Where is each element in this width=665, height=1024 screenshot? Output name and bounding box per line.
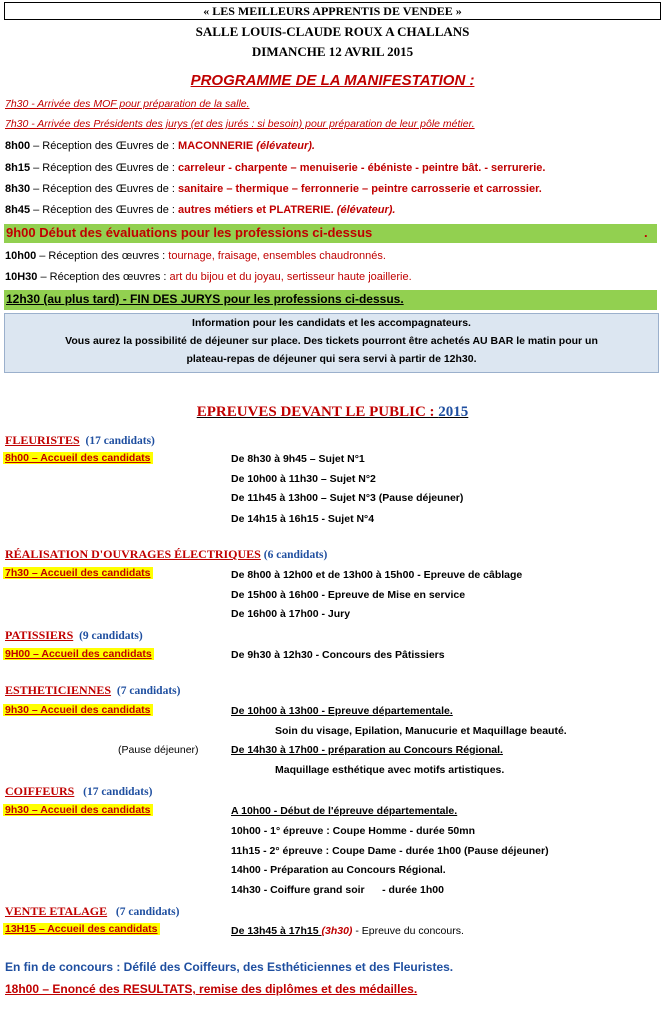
fleuristes-sujet-4: De 14h15 à 16h15 - Sujet N°4 — [231, 513, 375, 525]
programme-line-10h00: 10h00 – Réception des œuvres : tournage, fraisage, ensembles chaudronnés. — [5, 250, 386, 262]
vente-header: VENTE ETALAGE (7 candidats) — [5, 904, 180, 918]
patissiers-step-1: De 9h30 à 12h30 - Concours des Pâtissiers — [231, 649, 445, 661]
estheticiennes-step-4: Maquillage esthétique avec motifs artistiques. — [275, 764, 505, 776]
info-box — [4, 313, 659, 373]
info-line-1: Information pour les candidats et les accompagnateurs. — [192, 317, 471, 329]
epreuves-title: EPREUVES DEVANT LE PUBLIC : 2015 — [196, 404, 469, 420]
results-line: 18h00 – Enoncé des RESULTATS, remise des diplômes et des médailles. — [5, 982, 418, 996]
coiffeurs-header: COIFFEURS (17 candidats) — [5, 784, 153, 798]
fleuristes-sujet-1: De 8h30 à 9h45 – Sujet N°1 — [231, 453, 365, 465]
vente-accueil: 13H15 – Accueil des candidats — [5, 923, 158, 935]
vente-step-1: De 13h45 à 17h15 (3h30) - Epreuve du concours. — [231, 925, 464, 937]
coiffeurs-step-1: A 10h00 - Début de l'épreuve départementale. — [231, 805, 458, 817]
electriques-step-2: De 15h00 à 16h00 - Epreuve de Mise en service — [231, 589, 466, 601]
programme-line-8h45: 8h45 – Réception des Œuvres de : autres métiers et PLATRERIE. (élévateur). — [5, 204, 396, 216]
coiffeurs-accueil: 9h30 – Accueil des candidats — [5, 804, 151, 816]
patissiers-header: PATISSIERS (9 candidats) — [5, 628, 143, 642]
estheticiennes-accueil: 9h30 – Accueil des candidats — [5, 704, 151, 716]
electriques-header: RÉALISATION D'OUVRAGES ÉLECTRIQUES (6 candidats) — [5, 547, 328, 561]
estheticiennes-header: ESTHETICIENNES (7 candidats) — [5, 683, 181, 697]
programme-line-mof: 7h30 - Arrivée des MOF pour préparation de la salle. — [5, 98, 250, 110]
programme-line-8h15: 8h15 – Réception des Œuvres de : carreleur - charpente – menuiserie - ébéniste - peintre bât. - serrurerie. — [5, 162, 546, 174]
fleuristes-accueil: 8h00 – Accueil des candidats — [5, 452, 151, 464]
evaluation-start: 9h00 Début des évaluations pour les professions ci-dessus — [6, 225, 373, 240]
evaluation-dot: . — [644, 225, 648, 240]
fleuristes-sujet-3: De 11h45 à 13h00 – Sujet N°3 (Pause déjeuner) — [231, 492, 464, 504]
estheticiennes-step-3: De 14h30 à 17h00 - préparation au Concours Régional. — [231, 744, 503, 756]
fleuristes-sujet-2: De 10h00 à 11h30 – Sujet N°2 — [231, 473, 376, 485]
coiffeurs-step-4: 14h00 - Préparation au Concours Régional. — [231, 864, 446, 876]
coiffeurs-step-5: 14h30 - Coiffure grand soir - durée 1h00 — [231, 884, 444, 896]
patissiers-accueil: 9H00 – Accueil des candidats — [5, 648, 152, 660]
programme-line-8h30: 8h30 – Réception des Œuvres de : sanitaire – thermique – ferronnerie – peintre carrosserie et carrossier. — [5, 183, 542, 195]
event-title: « LES MEILLEURS APPRENTIS DE VENDEE » — [4, 2, 661, 20]
programme-line-8h00: 8h00 – Réception des Œuvres de : MACONNERIE (élévateur). — [5, 140, 315, 152]
estheticiennes-step-2: Soin du visage, Epilation, Manucurie et Maquillage beauté. — [275, 725, 567, 737]
coiffeurs-step-2: 10h00 - 1° épreuve : Coupe Homme - durée 50mn — [231, 825, 476, 837]
electriques-step-3: De 16h00 à 17h00 - Jury — [231, 608, 351, 620]
info-line-2: Vous aurez la possibilité de déjeuner sur place. Des tickets pourront être achetés AU BAR le matin pour un — [65, 335, 598, 347]
time: 8h00 — [5, 140, 31, 152]
estheticiennes-step-1: De 10h00 à 13h00 - Epreuve départementale. — [231, 705, 453, 717]
end-of-juries-band — [4, 290, 657, 310]
estheticiennes-pause: (Pause déjeuner) — [118, 744, 199, 756]
fleuristes-header: FLEURISTES (17 candidats) — [5, 433, 155, 447]
programme-heading: PROGRAMME DE LA MANIFESTATION : — [190, 72, 475, 89]
coiffeurs-step-3: 11h15 - 2° épreuve : Coupe Dame - durée 1h00 (Pause déjeuner) — [231, 845, 549, 857]
info-line-3: plateau-repas de déjeuner qui sera servi à partir de 12h30. — [186, 353, 477, 365]
programme-line-10h30: 10H30 – Réception des œuvres : art du bijou et du joyau, sertisseur haute joaillerie. — [5, 271, 412, 283]
programme-line-presidents: 7h30 - Arrivée des Présidents des jurys (et des jurés : si besoin) pour préparation de leur pôle métier. — [5, 118, 475, 130]
event-date: DIMANCHE 12 AVRIL 2015 — [251, 44, 414, 59]
epreuves-year: 2015 — [438, 404, 469, 420]
end-of-juries: 12h30 (au plus tard) - FIN DES JURYS pour les professions ci-dessus. — [6, 292, 404, 306]
electriques-step-1: De 8h00 à 12h00 et de 13h00 à 15h00 - Epreuve de câblage — [231, 569, 523, 581]
defile-line: En fin de concours : Défilé des Coiffeurs, des Esthéticiennes et des Fleuristes. — [5, 960, 454, 974]
venue: SALLE LOUIS-CLAUDE ROUX A CHALLANS — [195, 24, 470, 39]
evaluation-band — [4, 224, 657, 243]
electriques-accueil: 7h30 – Accueil des candidats — [5, 567, 151, 579]
